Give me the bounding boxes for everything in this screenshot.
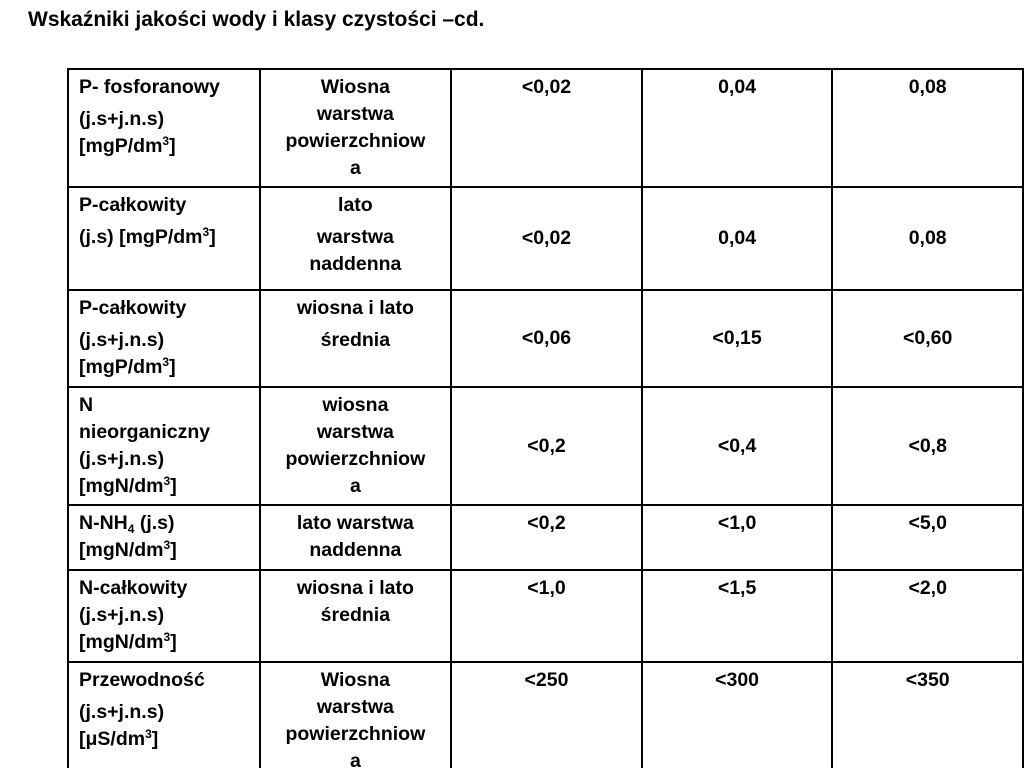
parameter-cell (68, 69, 260, 187)
parameter-scope: (j.s+j.n.s) (79, 604, 165, 626)
season-cell (260, 69, 452, 187)
class-iii-value: 0,08 (832, 69, 1023, 187)
season-text: wiosna i lato (296, 577, 414, 599)
table-row (68, 570, 1023, 662)
table-row (68, 187, 1023, 290)
parameter-name: P-całkowity (79, 297, 187, 319)
class-ii-value: 0,04 (642, 69, 833, 187)
class-ii-value: 0,04 (642, 187, 833, 290)
parameter-scope: (j.s+j.n.s) (79, 108, 165, 130)
season-text: warstwa (316, 226, 394, 248)
parameter-name: P- fosforanowy (79, 76, 220, 98)
parameter-cell (68, 387, 260, 505)
season-text: wiosna (322, 394, 389, 416)
parameter-name: $N-NH_4$ (j.s) (79, 512, 175, 536)
season-text: Wiosna (320, 669, 390, 691)
table-row (68, 290, 1023, 387)
season-text: średnia (320, 604, 391, 626)
parameter-unit: $[mgN/dm^3]$ (79, 474, 177, 497)
parameter-unit: (j.s) $[mgP/dm^3]$ (79, 225, 216, 248)
class-i-value: <0,06 (451, 290, 642, 387)
class-iii-value: <0,8 (832, 387, 1023, 505)
parameter-unit: $[mgN/dm^3]$ (79, 538, 177, 561)
season-text: warstwa (316, 696, 394, 718)
season-text: warstwa (316, 103, 394, 125)
season-cell (260, 387, 452, 505)
parameter-unit: $[mgP/dm^3]$ (79, 355, 176, 378)
class-iii-value: <2,0 (832, 570, 1023, 662)
class-ii-value: <300 (642, 662, 833, 768)
slide-title: Wskaźniki jakości wody i klasy czystości –cd. (28, 8, 485, 31)
parameter-cell (68, 187, 260, 290)
class-i-value: <0,02 (451, 187, 642, 290)
parameter-cell (68, 570, 260, 662)
season-text: średnia (320, 329, 391, 351)
season-text: powierzchniow (285, 130, 426, 152)
class-i-value: <250 (451, 662, 642, 768)
parameter-name: Przewodność (79, 669, 205, 691)
class-i-value: <1,0 (451, 570, 642, 662)
class-ii-value: <1,5 (642, 570, 833, 662)
parameter-unit: $[mgN/dm^3]$ (79, 630, 177, 653)
parameter-scope: (j.s+j.n.s) (79, 329, 165, 351)
season-text: warstwa (316, 421, 394, 443)
season-text: lato warstwa (296, 512, 414, 534)
season-text: powierzchniow (285, 723, 426, 745)
parameter-cell (68, 505, 260, 570)
parameter-scope: (j.s+j.n.s) (79, 701, 165, 723)
season-text: wiosna i lato (296, 297, 414, 319)
parameter-unit: $[\mu S/dm^3]$ (79, 727, 159, 750)
class-i-value: <0,02 (451, 69, 642, 187)
class-i-value: <0,2 (451, 387, 642, 505)
season-cell (260, 290, 452, 387)
season-text: a (349, 475, 361, 497)
class-iii-value: <350 (832, 662, 1023, 768)
class-iii-value: <0,60 (832, 290, 1023, 387)
season-cell (260, 187, 452, 290)
season-text: a (349, 157, 361, 179)
season-cell (260, 662, 452, 768)
class-iii-value: 0,08 (832, 187, 1023, 290)
parameter-name: nieorganiczny (79, 421, 211, 443)
parameter-name: N (79, 394, 94, 416)
class-ii-value: <1,0 (642, 505, 833, 570)
table-row (68, 387, 1023, 505)
class-ii-value: <0,15 (642, 290, 833, 387)
table-row (68, 69, 1023, 187)
parameter-name: N-całkowity (79, 577, 188, 599)
season-text: powierzchniow (285, 448, 426, 470)
table-row (68, 505, 1023, 570)
parameter-cell (68, 662, 260, 768)
season-cell (260, 570, 452, 662)
season-text: Wiosna (320, 76, 390, 98)
season-text: naddenna (309, 539, 402, 561)
class-i-value: <0,2 (451, 505, 642, 570)
parameter-cell (68, 290, 260, 387)
parameter-scope: (j.s+j.n.s) (79, 448, 165, 470)
parameter-unit: $[mgP/dm^3]$ (79, 134, 176, 157)
water-quality-table (67, 68, 1024, 768)
parameter-name: P-całkowity (79, 194, 187, 216)
class-ii-value: <0,4 (642, 387, 833, 505)
table-row (68, 662, 1023, 768)
season-text: a (349, 750, 361, 768)
season-cell (260, 505, 452, 570)
class-iii-value: <5,0 (832, 505, 1023, 570)
season-text: lato (338, 194, 373, 216)
season-text: naddenna (309, 253, 402, 275)
